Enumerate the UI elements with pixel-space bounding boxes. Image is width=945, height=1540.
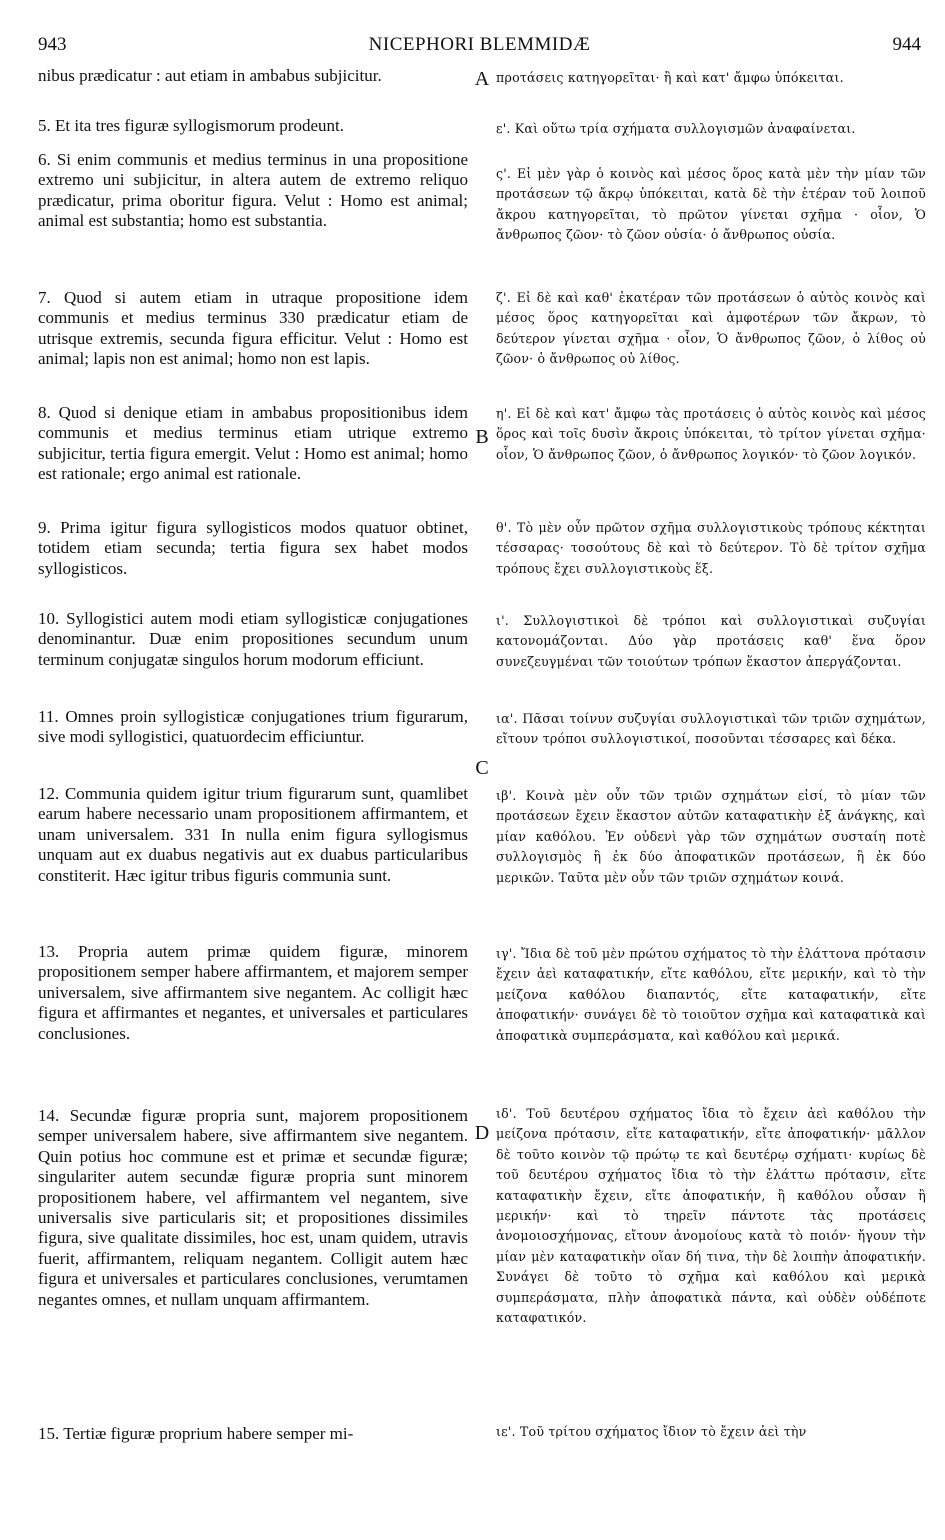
latin-paragraph: 13. Propria autem primæ quidem figuræ, minorem propositionem semper habere affirmantem, et majorem semper universalem, sive affirmantem sive negantem. Ac colligit hæc figura et affirmantes et negantes, et universales et particulares conclusiones. (38, 942, 468, 1043)
greek-paragraph: ιε'. Τοῦ τρίτου σχήματος ἴδιον τὸ ἔχειν ἀεὶ τὴν (496, 1424, 807, 1439)
greek-paragraph: ε'. Καὶ οὕτω τρία σχήματα συλλογισμῶν ἀναφαίνεται. (496, 121, 856, 136)
latin-paragraph: 14. Secundæ figuræ propria sunt, majorem propositionem semper universalem habere, sive affirmantem sive negantem. Quin potius hoc commune est et primæ et secundæ figuræ; singulariter autem secundæ figuræ propria sunt minorem propositionem habere, vel affirmantem vel negantem, sive universalis sive particularis sit; et propositiones dissimiles figura, sive qualitate dissimiles, hoc est, unam quidem, utravis fuerit, affirmantem, reliquam negantem. Colligit autem hæc figura et universales et particulares conclusiones, verumtamen negantes omnes, et nullam unquam affirmantem. (38, 1106, 468, 1309)
margin-marker: D (474, 1122, 490, 1144)
greek-paragraph: η'. Εἰ δὲ καὶ κατ' ἄμφω τὰς προτάσεις ὁ αὐτὸς κοινὸς καὶ μέσος ὅρος καὶ τοῖς δυσὶν ἄκροις ὑπόκειται, τὸ τρίτον γίνεται σχῆμα· οἷον, Ὁ ἄνθρωπος ζῶον, ὁ ἄνθρωπος λογικόν· τὸ ζῶον λογικόν. (496, 406, 926, 462)
greek-paragraph: ιβ'. Κοινὰ μὲν οὖν τῶν τριῶν σχημάτων εἰσί, τὸ μίαν τῶν προτάσεων ἔχειν ἕκαστον αὐτῶν καταφατικὴν ἐξ ἀνάγκης, καὶ μίαν καθόλου. Ἐν οὐδενὶ γὰρ τῶν σχημάτων συσταίη ποτὲ συλλογισμὸς ἢ ἐκ δύο ἀποφατικῶν προτάσεων, ἢ ἐκ δύο μερικῶν. Ταῦτα μὲν οὖν τῶν τριῶν σχημάτων κοινά. (496, 788, 926, 885)
greek-paragraph: ς'. Εἰ μὲν γὰρ ὁ κοινὸς καὶ μέσος ὅρος κατὰ μὲν τὴν μίαν τῶν προτάσεων τῷ ἄκρῳ ὑπόκειται, κατὰ δὲ τὴν ἑτέραν τοῦ λοιποῦ ἄκρου κατηγορεῖται, τὸ πρῶτον γίνεται σχῆμα · οἷον, Ὁ ἄνθρωπος ζῶον· τὸ ζῶον οὐσία· ὁ ἄνθρωπος οὐσία. (496, 166, 926, 243)
margin-marker: A (474, 68, 490, 90)
latin-paragraph: 11. Omnes proin syllogisticæ conjugationes trium figurarum, sive modi syllogistici, quatuordecim efficiuntur. (38, 707, 468, 747)
margin-marker: C (475, 757, 489, 779)
greek-paragraph: ιγ'. Ἴδια δὲ τοῦ μὲν πρώτου σχήματος τὸ τὴν ἐλάττονα πρότασιν ἔχειν ἀεὶ καταφατικήν, εἴτε καθόλου, εἴτε μερικήν, καὶ τὸ τὴν μείζονα καθόλου διαπαντός, εἴτε καταφατικήν, εἴτε ἀποφατικήν· συνάγει δὲ τὸ τοιοῦτον σχῆμα καὶ καταφατικὰ καὶ ἀποφατικὰ συμπεράσματα, καὶ καθόλου καὶ μερικά. (496, 946, 926, 1043)
margin-marker: B (475, 426, 489, 448)
latin-paragraph: 5. Et ita tres figuræ syllogismorum prodeunt. (38, 116, 344, 135)
page-number-right: 944 (892, 34, 921, 55)
greek-paragraph: ια'. Πᾶσαι τοίνυν συζυγίαι συλλογιστικαὶ τῶν τριῶν σχημάτων, εἴτουν τρόποι συλλογιστικοί, ποσοῦνται τέσσαρες καὶ δέκα. (496, 711, 926, 747)
greek-paragraph: θ'. Τὸ μὲν οὖν πρῶτον σχῆμα συλλογιστικοὺς τρόπους κέκτηται τέσσαρας· τοσούτους δὲ καὶ τὸ δεύτερον. Τὸ δὲ τρίτον σχῆμα τρόπους ἔχει συλλογιστικοὺς ἕξ. (496, 520, 926, 576)
page-number-left: 943 (38, 34, 67, 55)
greek-paragraph: ζ'. Εἰ δὲ καὶ καθ' ἑκατέραν τῶν προτάσεων ὁ αὐτὸς κοινὸς καὶ μέσος ὅρος κατηγορεῖται καὶ ἀμφοτέρων τῶν ἄκρων, τὸ δεύτερον γίνεται σχῆμα · οἷον, Ὁ ἄνθρωπος ζῶον, ὁ λίθος οὐ ζῶον· ὁ ἄνθρωπος οὐ λίθος. (496, 290, 926, 367)
latin-paragraph: 9. Prima igitur figura syllogisticos modos quatuor obtinet, totidem etiam secunda; tertia figura sex habet modos syllogisticos. (38, 518, 468, 578)
running-header (38, 34, 921, 58)
greek-paragraph: ι'. Συλλογιστικοὶ δὲ τρόποι καὶ συλλογιστικαὶ συζυγίαι κατονομάζονται. Δύο γὰρ προτάσεις καθ' ἕνα ὅρον συνεζευγμέναι τῶν τοιούτων τρόπων ἕκαστον ἀπεργάζονται. (496, 613, 926, 669)
latin-paragraph: 8. Quod si denique etiam in ambabus propositionibus idem communis et medius terminus etiam utrique extremo subjicitur, tertia figura emergit. Velut : Homo est animal; homo est rationale; ergo animal est rationale. (38, 403, 468, 484)
latin-paragraph: 12. Communia quidem igitur trium figurarum sunt, quamlibet earum habere necessario unam propositionem affirmantem, et unam universalem. 331 In nulla enim figura syllogismus unquam aut ex duabus negativis aut ex duabus particularibus constiterit. Hæc igitur tribus figuris communia sunt. (38, 784, 468, 885)
latin-paragraph: 10. Syllogistici autem modi etiam syllogisticæ conjugationes denominantur. Duæ enim propositiones secundum unum terminum conjugatæ singulos horum modorum efficiunt. (38, 609, 468, 669)
latin-paragraph: 6. Si enim communis et medius terminus in una propositione extremo uni subjicitur, in altera autem de extremo reliquo prædicatur, prima oboritur figura. Velut : Homo est animal; animal est substantia; homo est substantia. (38, 150, 468, 231)
latin-paragraph: 15. Tertiæ figuræ proprium habere semper mi- (38, 1424, 354, 1443)
latin-paragraph: nibus prædicatur : aut etiam in ambabus subjicitur. (38, 66, 382, 85)
greek-paragraph: ιδ'. Τοῦ δευτέρου σχήματος ἴδια τὸ ἔχειν ἀεὶ καθόλου τὴν μείζονα πρότασιν, εἴτε καταφατικήν, εἴτε ἀποφατικήν· μᾶλλον δὲ τοῦτο κοινὸν τῷ πρώτῳ τε καὶ δευτέρῳ σχήματι· κυρίως δὲ τοῦ δευτέρου σχήματος ἴδια τὸ τὴν ἐλάττω πρότασιν, εἴτε καταφατικὴν ἔχειν, εἴτε ἀποφατικήν, ἢ καθόλου οὖσαν ἢ μερικήν· καὶ τὸ τηρεῖν πάντοτε τὰς προτάσεις ἀνομοιοσχήμονας, εἴτουν ἀνομοίους κατὰ τὸ ποιόν· ἤγουν τὴν μίαν μὲν καταφατικὴν οἵαν δή τινα, τὴν δὲ λοιπὴν ἀποφατικήν. Συνάγει δὲ τοῦτο τὸ σχῆμα καὶ καθόλου καὶ μερικὰ συμπεράσματα, πλὴν ἀποφατικὰ πάντα, καὶ οὐδὲν οὐδέποτε καταφατικόν. (496, 1106, 926, 1326)
latin-paragraph: 7. Quod si autem etiam in utraque propositione idem communis et medius terminus 330 prædicatur etiam de utrisque extremis, secunda figura efficitur. Velut : Homo est animal; lapis non est animal; homo non est lapis. (38, 288, 468, 369)
running-title: NICEPHORI BLEMMIDÆ (368, 34, 591, 55)
greek-paragraph: προτάσεις κατηγορεῖται· ἢ καὶ κατ' ἄμφω ὑπόκειται. (496, 70, 844, 85)
